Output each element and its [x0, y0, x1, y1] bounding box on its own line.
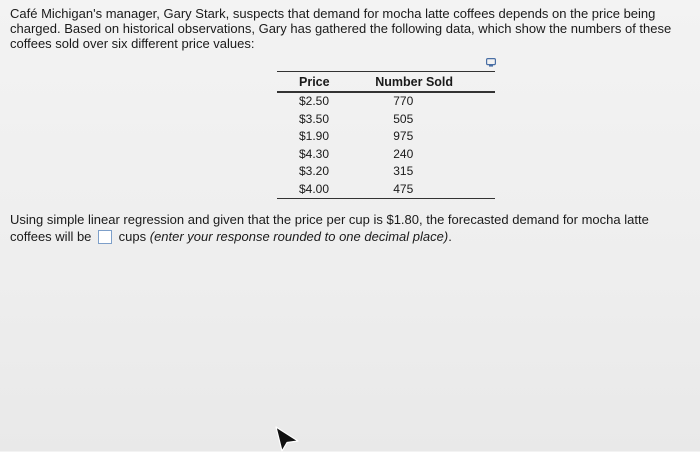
table-row — [277, 163, 495, 181]
question-text — [10, 211, 690, 245]
price-cell: $3.20 — [299, 164, 330, 178]
answer-input[interactable] — [98, 230, 112, 244]
question-before: Using simple linear regression and given that the price per cup is $1.80, the forecasted demand for mocha latte coffees will be — [10, 212, 649, 244]
question-after: cups — [115, 229, 150, 244]
table-row — [277, 128, 495, 146]
price-cell: $2.50 — [299, 94, 330, 108]
number-sold-cell: 475 — [351, 181, 495, 199]
table-row — [277, 92, 495, 111]
price-cell: $1.90 — [299, 129, 330, 143]
copy-icon[interactable] — [486, 58, 496, 67]
number-sold-cell: 240 — [393, 146, 414, 161]
table-row — [277, 181, 495, 199]
number-sold-cell: 770 — [393, 94, 414, 108]
data-table-container — [277, 71, 495, 199]
table-row — [277, 111, 495, 129]
question-note: (enter your response rounded to one decimal place) — [149, 229, 449, 244]
price-demand-table — [277, 71, 495, 199]
number-sold-cell: 505 — [393, 111, 414, 126]
question-end: . — [448, 229, 452, 244]
mouse-pointer-icon — [270, 426, 300, 452]
header-number-sold: Number Sold — [351, 72, 495, 93]
number-sold-cell: 315 — [393, 164, 414, 178]
price-cell: $3.50 — [299, 111, 330, 126]
header-price: Price — [277, 72, 351, 93]
table-header-row — [277, 72, 495, 93]
price-cell: $4.00 — [277, 181, 351, 199]
number-sold-cell: 975 — [393, 129, 414, 143]
price-cell: $4.30 — [299, 146, 330, 161]
table-row — [277, 146, 495, 164]
problem-intro: Café Michigan's manager, Gary Stark, suspects that demand for mocha latte coffees depends on the price being charged. Based on historical observations, Gary has gathered the following data, which show the numbers of these coffees sold over six different price values: — [10, 6, 672, 51]
